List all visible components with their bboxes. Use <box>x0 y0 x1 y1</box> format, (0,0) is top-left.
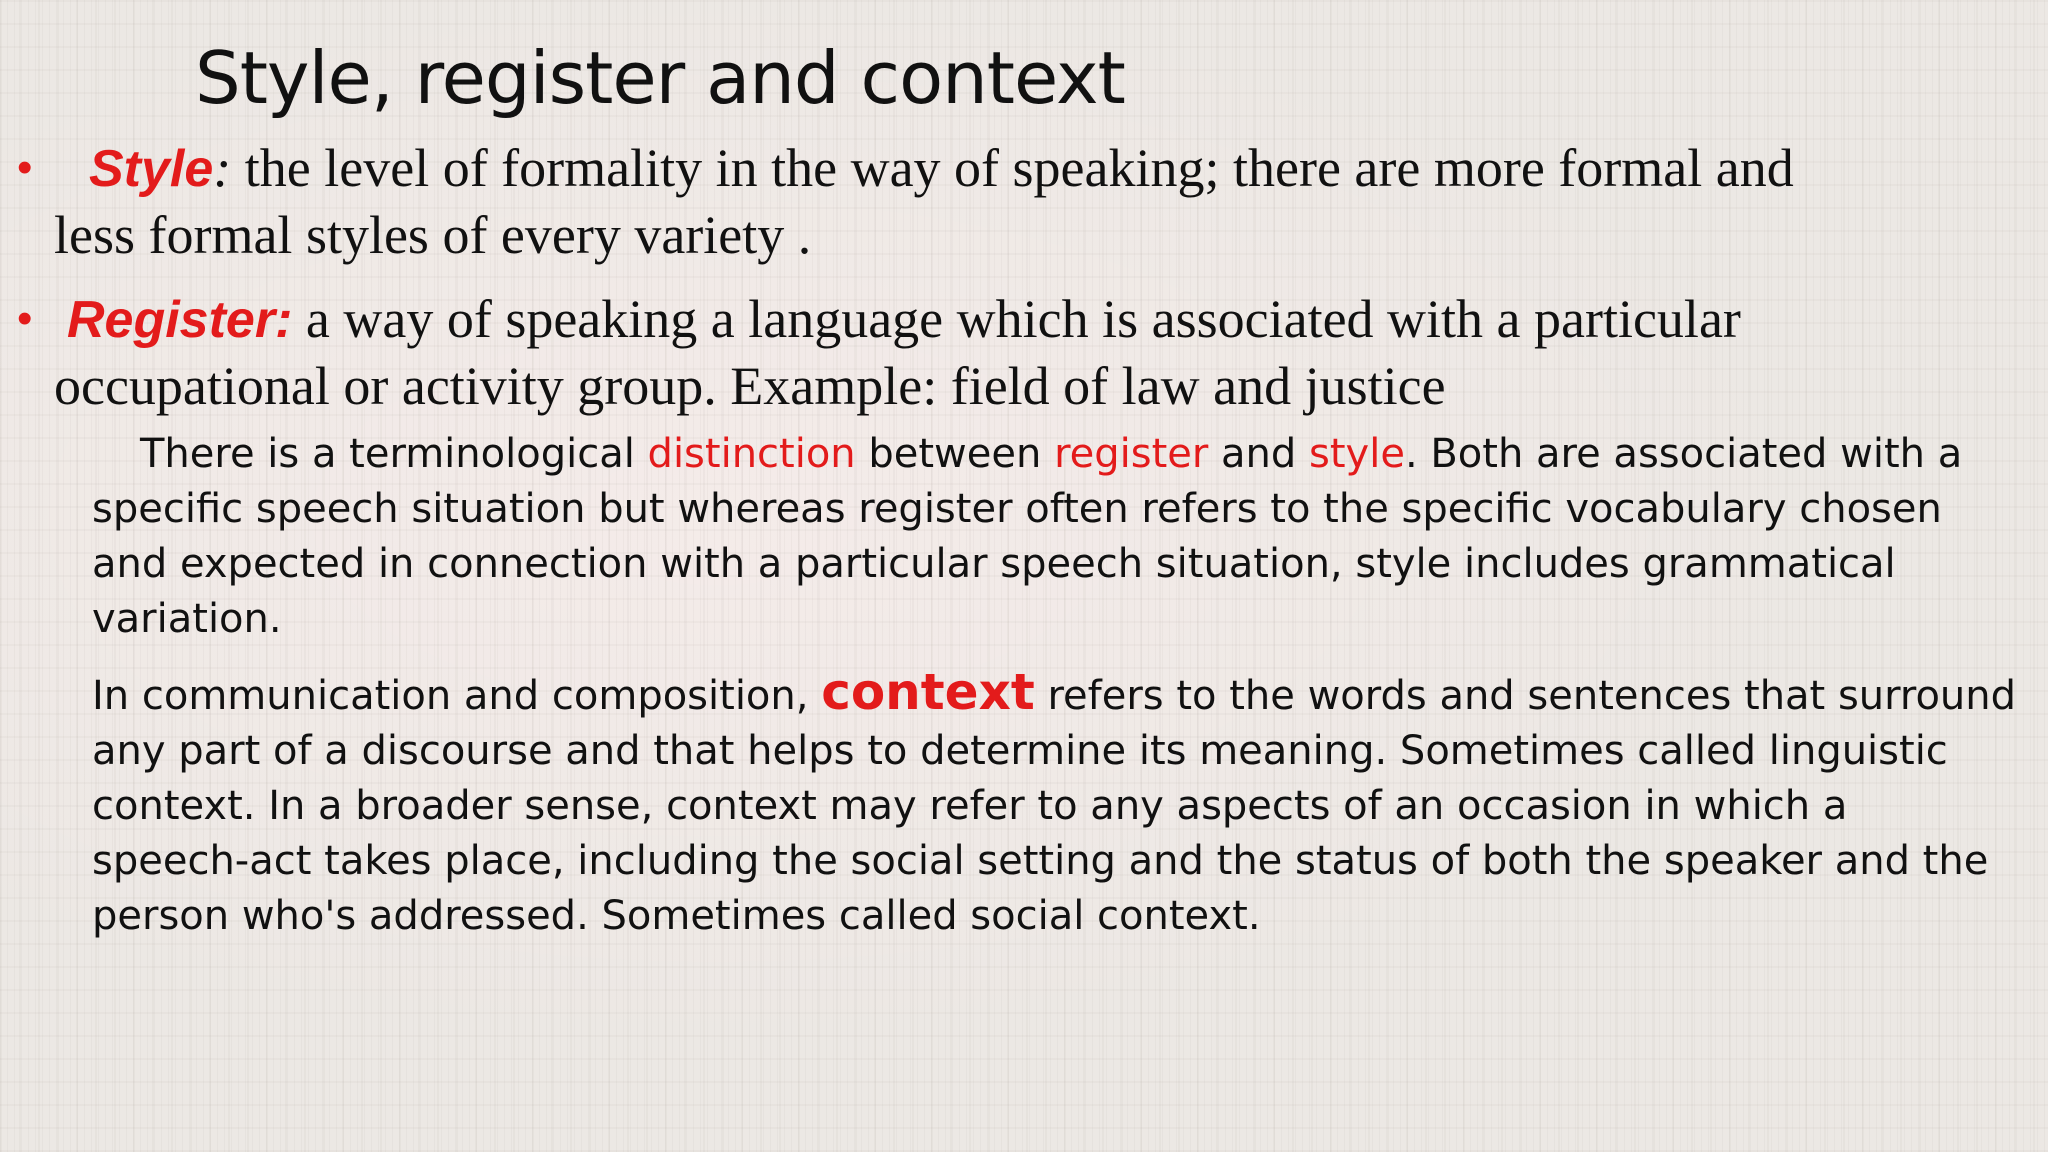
bullet-style-definition: the level of formality in the way of speaking; there are more formal and <box>231 138 1794 198</box>
highlight-distinction: distinction <box>647 431 856 477</box>
bullet-marker: • <box>17 143 33 192</box>
bullet-register-line2: occupational or activity group. Example: field of law and justice <box>54 356 1446 416</box>
bullet-style-line1 <box>17 135 2027 202</box>
highlight-context: context <box>821 663 1035 721</box>
term-style: Style <box>89 140 214 198</box>
highlight-register: register <box>1054 431 1209 477</box>
highlight-style: style <box>1309 431 1405 477</box>
bullet-register-definition: a way of speaking a language which is associated with a particular <box>292 289 1741 349</box>
paragraph-text: In communication and composition, <box>92 673 822 719</box>
term-register: Register: <box>67 291 293 349</box>
paragraph-context <box>92 665 2017 944</box>
bullet-style-line2: less formal styles of every variety . <box>54 205 812 265</box>
paragraph-text: between <box>855 431 1055 477</box>
paragraph-text: and <box>1208 431 1310 477</box>
paragraph-text: refers to the words and sentences that surround any part of a discourse and that helps to determine its meaning. Sometimes called linguistic context. In a broader sense, context may refer to any aspects of an occasion in which a speech-act takes place, including the social setting and the status of both the speaker and the person who's addressed. Sometimes called social context. <box>92 673 2017 939</box>
term-colon: : <box>213 138 232 198</box>
paragraph-distinction <box>92 427 2017 647</box>
bullet-register <box>17 286 2027 419</box>
bullet-marker: • <box>17 294 33 343</box>
paragraph-text: . Both are associated with a specific speech situation but whereas register often refers to the specific vocabulary chosen and expected in connection with a particular speech situation, style includes grammatical variation. <box>92 431 1963 642</box>
paragraph-text: There is a terminological <box>140 431 648 477</box>
bullet-style <box>17 135 2027 268</box>
bullet-register-line1 <box>17 286 2027 353</box>
slide-title: Style, register and context <box>195 36 1125 120</box>
